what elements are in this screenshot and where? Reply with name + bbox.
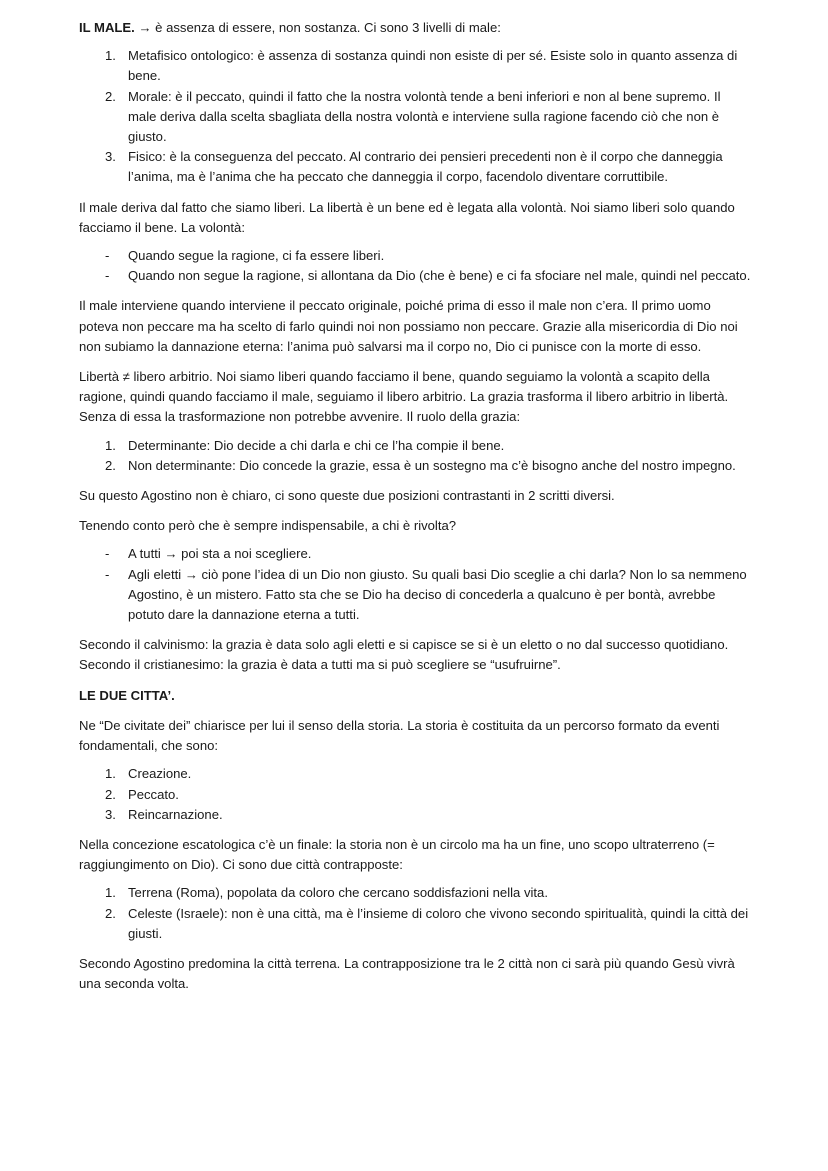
list-item-text: Fisico: è la conseguenza del peccato. Al contrario dei pensieri precedenti non è il corpo che danneggia l’anima, ma è l’anima che ha peccato che danneggia il corpo, facendolo diventare corruttibile. [128,149,723,185]
list-item [79,883,751,903]
list-item [79,456,751,476]
list-item-text: Celeste (Israele): non è una città, ma è l’insieme di coloro che vivono secondo spiritualità, quindi la città dei giusti. [128,905,749,941]
grazia-list [79,436,751,476]
list-item [79,805,751,825]
paragraph-finale: Secondo Agostino predomina la città terrena. La contrapposizione tra le 2 città non ci sarà più quando Gesù vivrà una seconda volta. [79,955,735,992]
list-item-text: Reincarnazione. [128,806,223,822]
list-item [79,246,751,266]
list-item [79,764,751,784]
list-item-text: Quando segue la ragione, ci fa essere liberi. [128,248,385,264]
paragraph-liberi: Il male deriva dal fatto che siamo liberi. La libertà è un bene ed è legata alla volontà. Noi siamo liberi solo quando facciamo il bene. La volontà: [79,199,735,235]
list-item [79,544,751,564]
section-heading-male [79,18,751,38]
section-heading-citta: LE DUE CITTA’. [79,687,175,703]
list-item [79,565,751,626]
list-marker: 1. [105,48,116,64]
list-item-text: A tutti → poi sta a noi scegliere. [128,546,312,562]
list-item [79,87,751,148]
list-marker: 2. [105,457,116,473]
volonta-list [79,246,751,286]
paragraph-liberta: Libertà ≠ libero arbitrio. Noi siamo liberi quando facciamo il bene, quando seguiamo la volontà a scapito della ragione, quindi quando facciamo il male, seguiamo il libero arbitrio. La grazia trasforma il libero arbitrio in libertà. Senza di essa la trasformazione non potrebbe avvenire. Il ruolo della grazia: [79,369,729,425]
list-item-text: Determinante: Dio decide a chi darla e chi ce l’ha compie il bene. [128,437,505,453]
paragraph-escatologica: Nella concezione escatologica c’è un finale: la storia non è un circolo ma ha un fine, uno scopo ultraterreno (= raggiungimento on Dio). Ci sono due città contrapposte: [79,836,715,873]
document-page [79,18,751,994]
list-item-text: Non determinante: Dio concede la grazie, essa è un sostegno ma c’è bisogno anche del nostro impegno. [128,457,736,473]
list-item-text: Creazione. [128,766,192,782]
list-item [79,904,751,944]
list-item-text: Terrena (Roma), popolata da coloro che cercano soddisfazioni nella vita. [128,885,548,901]
list-marker: 1. [105,885,116,901]
list-marker: 2. [105,786,116,802]
heading-subtitle: → è assenza di essere, non sostanza. Ci sono 3 livelli di male: [134,20,501,35]
list-marker: 2. [105,88,116,104]
list-item-text: Quando non segue la ragione, si allontana da Dio (che è bene) e ci fa sfociare nel male, quindi nel peccato. [128,268,751,284]
list-marker: 1. [105,437,116,453]
list-item [79,785,751,805]
list-item [79,436,751,456]
heading-title: IL MALE. [79,20,135,35]
list-item-text: Morale: è il peccato, quindi il fatto che la nostra volontà tende a beni inferiori e non al bene supremo. Il male deriva dalla scelta sbagliata della nostra volontà e interviene sulla ragione facendo ciò che non è giusto. [128,88,721,145]
paragraph-peccato: Il male interviene quando interviene il peccato originale, poiché prima di esso il male non c’era. Il primo uomo poteva non peccare ma ha scelto di farlo quindi noi non possiamo non peccare. Grazie alla misericordia di Dio noi non subiamo la dannazione eterna: l’anima può salvarsi ma il corpo no, Dio ci punisce con la morte di esso. [79,298,738,354]
list-marker: 3. [105,806,116,822]
paragraph-calvinismo: Secondo il calvinismo: la grazia è data solo agli eletti e si capisce se si è un eletto o no dal successo quotidiano. [79,637,729,653]
list-item-text: Peccato. [128,786,179,802]
list-item [79,266,751,286]
list-item-text: Agli eletti → ciò pone l’idea di un Dio non giusto. Su quali basi Dio sceglie a chi darla? Non lo sa nemmeno Agostino, è un mistero. Fatto sta che se Dio ha deciso di concederla a qualcuno è per bontà, avrebbe potuto dare la dannazione eterna a tutti. [128,566,747,623]
citta-list [79,883,751,944]
list-marker: - [105,268,110,284]
paragraph-intro: Ne “De civitate dei” chiarisce per lui il senso della storia. La storia è costituita da un percorso formato da eventi fondamentali, che sono: [79,717,720,754]
list-marker: 2. [105,905,116,921]
list-marker: - [105,248,110,264]
list-item-text: Metafisico ontologico: è assenza di sostanza quindi non esiste di per sé. Esiste solo in quanto assenza di bene. [128,48,738,84]
rivolta-list [79,544,751,625]
list-marker: - [105,566,110,582]
list-item [79,147,751,187]
paragraph-cristianesimo: Secondo il cristianesimo: la grazia è data a tutti ma si può scegliere se “usufruirne”. [79,657,561,673]
list-item [79,46,751,86]
paragraph-tenendo: Tenendo conto però che è sempre indispensabile, a chi è rivolta? [79,518,457,534]
paragraph-agostino: Su questo Agostino non è chiaro, ci sono queste due posizioni contrastanti in 2 scritti diversi. [79,488,615,504]
list-marker: 3. [105,149,116,165]
eventi-list [79,764,751,825]
list-marker: - [105,546,110,562]
levels-list [79,46,751,187]
list-marker: 1. [105,766,116,782]
